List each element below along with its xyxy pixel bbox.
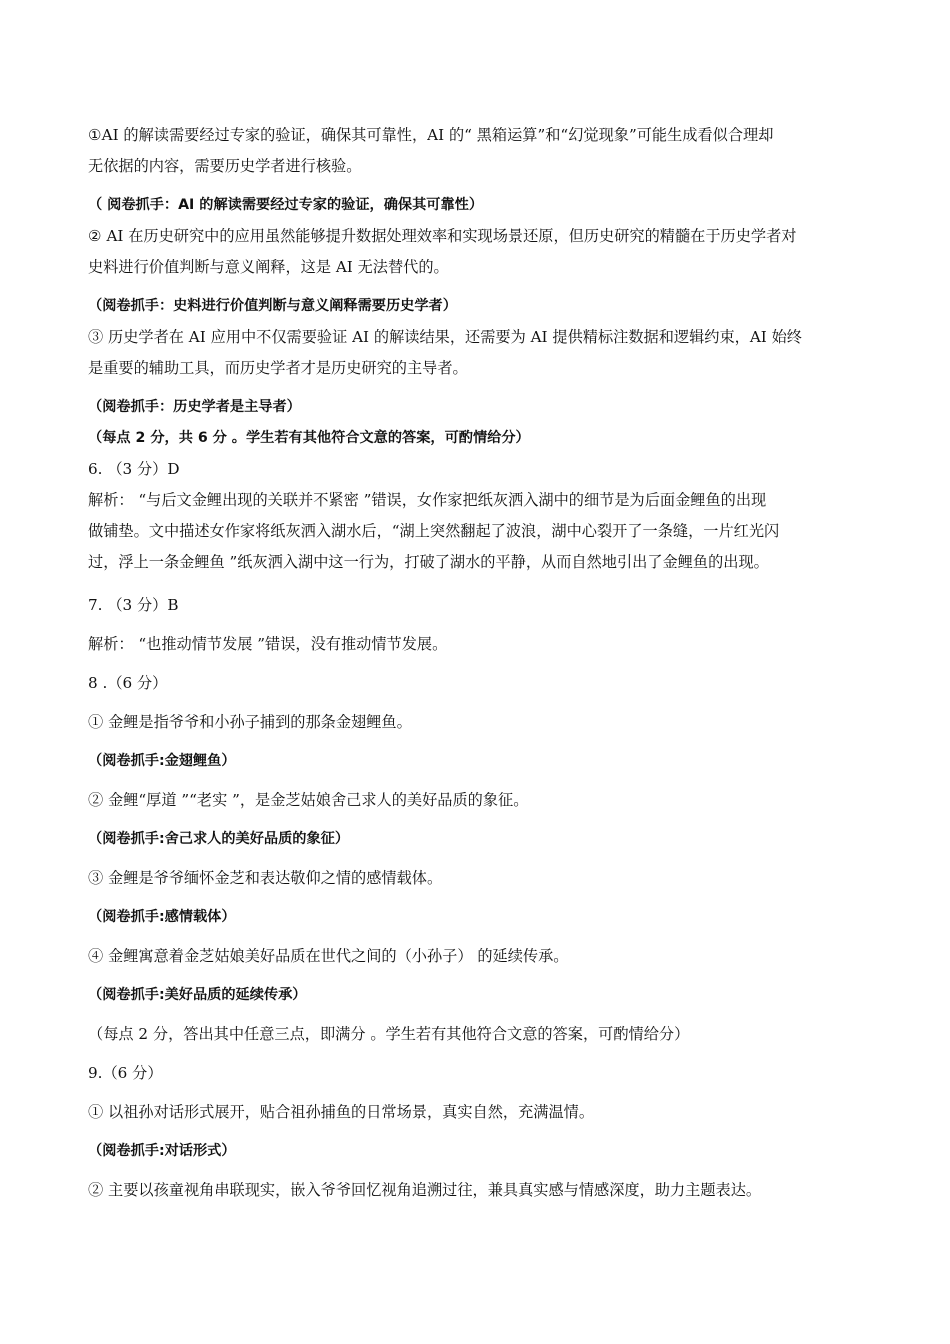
text-line: 过，浮上一条金鲤鱼 ”纸灰洒入湖中这一行为，打破了湖水的平静，从而自然地引出了金鲤鱼的出现。	[88, 553, 769, 571]
question-9-heading: 9.（6 分）	[88, 1064, 163, 1082]
grading-key: （阅卷抓手:舍己求人的美好品质的象征）	[88, 831, 350, 847]
text-line: ② AI 在历史研究中的应用虽然能够提升数据处理效率和实现场景还原，但历史研究的精髓在于历史学者对	[88, 227, 797, 245]
text-line: 史料进行价值判断与意义阐释，这是 AI 无法替代的。	[88, 258, 449, 276]
scoring-note: （每点 2 分，答出其中任意三点，即满分 。学生若有其他符合文意的答案，可酌情给分）	[88, 1025, 690, 1043]
answer-8-point-1: ① 金鲤是指爷爷和小孙子捕到的那条金翅鲤鱼。	[88, 713, 412, 731]
text-line: 解析： “与后文金鲤出现的关联并不紧密 ”错误，女作家把纸灰洒入湖中的细节是为后面金鲤鱼的出现	[88, 491, 767, 509]
question-6-answer: 6. （3 分）D	[88, 460, 180, 478]
text-line: 是重要的辅助工具，而历史学者才是历史研究的主导者。	[88, 359, 468, 377]
answer-8-point-2: ② 金鲤“厚道 ”“老实 ”，是金芝姑娘舍己求人的美好品质的象征。	[88, 791, 529, 809]
text-line: 无依据的内容，需要历史学者进行核验。	[88, 157, 362, 175]
answer-9-point-1: ① 以祖孙对话形式展开，贴合祖孙捕鱼的日常场景，真实自然，充满温情。	[88, 1103, 595, 1121]
grading-key: （阅卷抓手:对话形式）	[88, 1143, 236, 1159]
grading-key: （阅卷抓手：历史学者是主导者）	[88, 399, 301, 415]
grading-key: （阅卷抓手:金翅鲤鱼）	[88, 753, 236, 769]
question-6-analysis	[88, 485, 873, 578]
grading-key: （阅卷抓手:感情载体）	[88, 909, 236, 925]
question-7-analysis: 解析： “也推动情节发展 ”错误，没有推动情节发展。	[88, 635, 448, 653]
answer-5-point-3	[88, 322, 873, 384]
scoring-note: （每点 2 分，共 6 分 。学生若有其他符合文意的答案，可酌情给分）	[88, 430, 530, 446]
answer-8-point-3: ③ 金鲤是爷爷缅怀金芝和表达敬仰之情的感情载体。	[88, 869, 443, 887]
text-line: 做铺垫。文中描述女作家将纸灰洒入湖水后，“湖上突然翻起了波浪，湖中心裂开了一条缝，一片红光闪	[88, 522, 780, 540]
question-7-answer: 7. （3 分）B	[88, 596, 179, 614]
answer-8-point-4: ④ 金鲤寓意着金芝姑娘美好品质在世代之间的（小孙子） 的延续传承。	[88, 947, 569, 965]
grading-key: （ 阅卷抓手：AI 的解读需要经过专家的验证，确保其可靠性）	[88, 197, 484, 213]
answer-9-point-2: ② 主要以孩童视角串联现实，嵌入爷爷回忆视角追溯过往，兼具真实感与情感深度，助力主题表达。	[88, 1181, 762, 1199]
question-8-heading: 8 .（6 分）	[88, 674, 168, 692]
answer-5-point-1	[88, 120, 873, 182]
text-line: ③ 历史学者在 AI 应用中不仅需要验证 AI 的解读结果，还需要为 AI 提供精标注数据和逻辑约束，AI 始终	[88, 328, 802, 346]
grading-key: （阅卷抓手:美好品质的延续传承）	[88, 987, 307, 1003]
answer-content	[88, 120, 873, 1206]
text-line: ①AI 的解读需要经过专家的验证，确保其可靠性，AI 的“ 黑箱运算”和“幻觉现象”可能生成看似合理却	[88, 126, 774, 144]
answer-5-point-2	[88, 221, 873, 283]
grading-key: （阅卷抓手：史料进行价值判断与意义阐释需要历史学者）	[88, 298, 457, 314]
